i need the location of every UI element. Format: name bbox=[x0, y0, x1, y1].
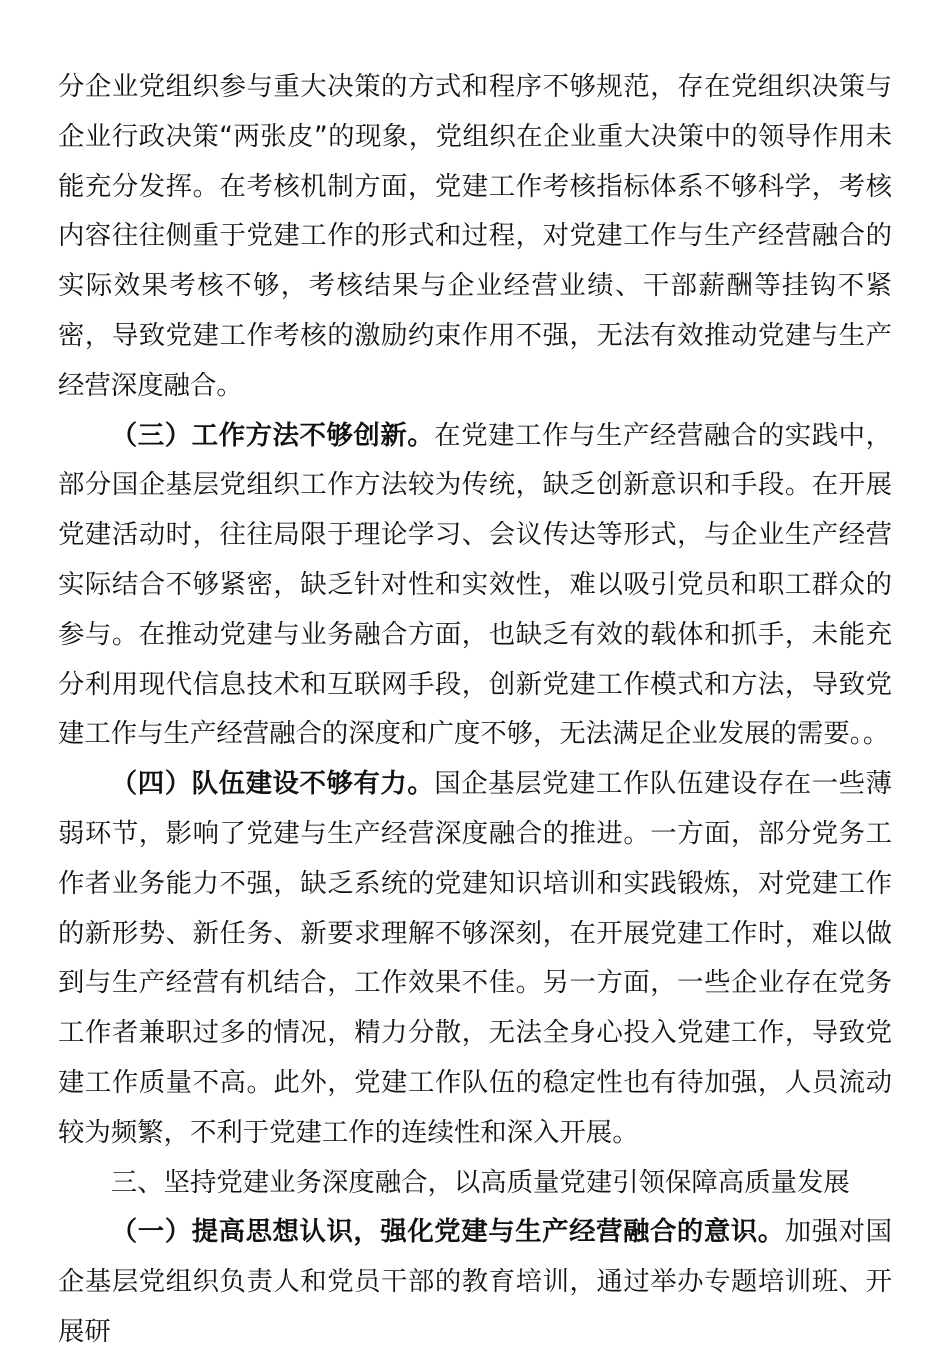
section-lead-3: （三）工作方法不够创新。 bbox=[110, 419, 435, 451]
section-heading-text: 三、坚持党建业务深度融合，以高质量党建引领保障高质量发展 bbox=[110, 1166, 850, 1198]
section-lead-1: （一）提高思想认识，强化党建与生产经营融合的意识。 bbox=[110, 1216, 785, 1248]
paragraph-text: 加强对国企基层党组织负责人和党员干部的教育培训，通过举办专题培训班、开展研 bbox=[58, 1216, 893, 1347]
paragraph-awareness bbox=[58, 1207, 892, 1356]
section-heading-three bbox=[58, 1158, 892, 1208]
paragraph-text: 在党建工作与生产经营融合的实践中，部分国企基层党组织工作方法较为传统，缺乏创新意识和手段。在开展党建活动时，往往局限于理论学习、会议传达等形式，与企业生产经营实际结合不够紧密，缺乏针对性和实效性，难以吸引党员和职工群众的参与。在推动党建与业务融合方面，也缺乏有效的载体和抓手，未能充分利用现代信息技术和互联网手段，创新党建工作模式和方法，导致党建工作与生产经营融合的深度和广度不够，无法满足企业发展的需要。。 bbox=[58, 419, 893, 750]
section-lead-4: （四）队伍建设不够有力。 bbox=[110, 768, 435, 800]
paragraph-continuation bbox=[58, 62, 892, 411]
document-page bbox=[58, 62, 892, 1357]
paragraph-text: 国企基层党建工作队伍建设存在一些薄弱环节，影响了党建与生产经营深度融合的推进。一方面，部分党务工作者业务能力不强，缺乏系统的党建知识培训和实践锻炼，对党建工作的新形势、新任务、新要求理解不够深刻，在开展党建工作时，难以做到与生产经营有机结合，工作效果不佳。另一方面，一些企业存在党务工作者兼职过多的情况，精力分散，无法全身心投入党建工作，导致党建工作质量不高。此外，党建工作队伍的稳定性也有待加强，人员流动较为频繁，不利于党建工作的连续性和深入开展。 bbox=[58, 768, 893, 1148]
paragraph-text: 分企业党组织参与重大决策的方式和程序不够规范，存在党组织决策与企业行政决策“两张皮”的现象，党组织在企业重大决策中的领导作用未能充分发挥。在考核机制方面，党建工作考核指标体系不够科学，考核内容往往侧重于党建工作的形式和过程，对党建工作与生产经营融合的实际效果考核不够，考核结果与企业经营业绩、干部薪酬等挂钩不紧密，导致党建工作考核的激励约束作用不强，无法有效推动党建与生产经营深度融合。 bbox=[58, 71, 892, 401]
paragraph-team-building bbox=[58, 759, 892, 1157]
paragraph-work-methods bbox=[58, 411, 892, 760]
